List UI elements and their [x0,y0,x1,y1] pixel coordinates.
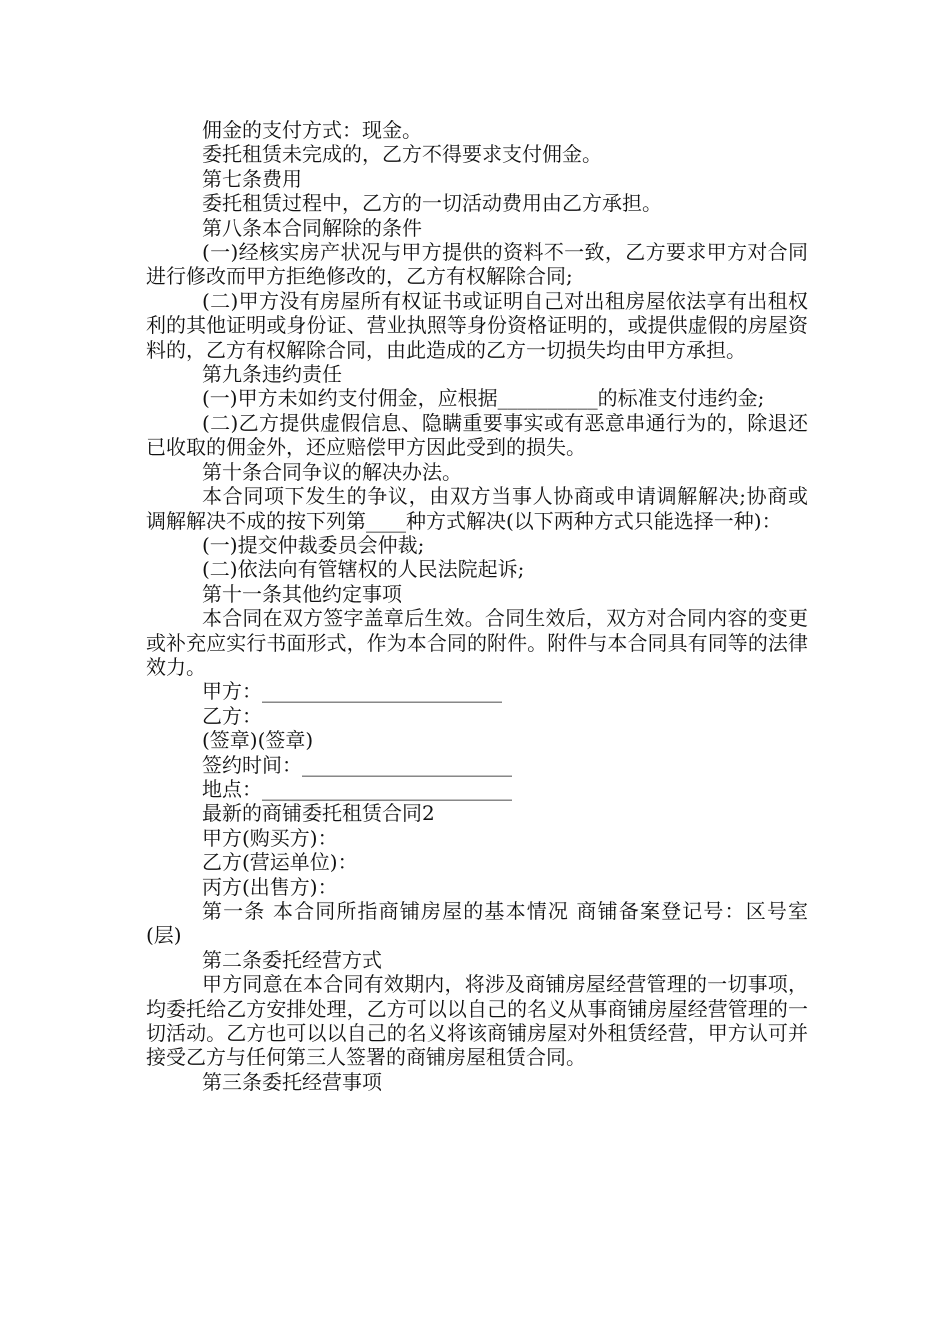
paragraph-article-10-item-2: (二)依法向有管辖权的人民法院起诉; [202,557,525,582]
heading-article-11: 第十一条其他约定事项 [202,581,402,606]
paragraph-article-9-item-2: (二)乙方提供虚假信息、隐瞒重要事实或有恶意串通行为的，除退还已收取的佣金外，还应赔偿甲方因此受到的损失。 [146,410,808,460]
heading-article-7: 第七条费用 [202,166,302,191]
heading-contract-2: 最新的商铺委托租赁合同2 [202,801,435,826]
paragraph-article-9-item-1: (一)甲方未如约支付佣金，应根据__________的标准支付违约金; [202,386,765,411]
heading-article-9: 第九条违约责任 [202,362,342,387]
paragraph-article-10-item-1: (一)提交仲裁委员会仲裁; [202,532,425,557]
heading-article-10: 第十条合同争议的解决办法。 [202,459,462,484]
party-a-buyer: 甲方(购买方)： [202,825,338,850]
paragraph-article-11-body: 本合同在双方签字盖章后生效。合同生效后，双方对合同内容的变更或补充应实行书面形式，作为本合同的附件。附件与本合同具有同等的法律效力。 [146,606,808,679]
heading-contract-2-article-2: 第二条委托经营方式 [202,947,382,972]
signature-date: 签约时间：_____________________ [202,752,512,777]
paragraph-commission-condition: 委托租赁未完成的，乙方不得要求支付佣金。 [202,142,602,167]
paragraph-contract-2-article-2-body: 甲方同意在本合同有效期内，将涉及商铺房屋经营管理的一切事项，均委托给乙方安排处理，乙方可以以自己的名义从事商铺房屋经营管理的一切活动。乙方也可以以自己的名义将该商铺房屋对外租赁经营，甲方认可并接受乙方与任何第三人签署的商铺房屋租赁合同。 [146,972,808,1070]
signature-seals: (签章)(签章) [202,728,314,753]
paragraph-contract-2-article-1: 第一条 本合同所指商铺房屋的基本情况 商铺备案登记号：区号室(层) [146,899,808,948]
signature-party-a: 甲方：________________________ [202,679,502,704]
heading-article-8: 第八条本合同解除的条件 [202,215,422,240]
paragraph-article-8-item-2: (二)甲方没有房屋所有权证书或证明自己对出租房屋依法享有出租权利的其他证明或身份证、营业执照等身份资格证明的，或提供虚假的房屋资料的，乙方有权解除合同，由此造成的乙方一切损失均由甲方承担。 [146,288,808,362]
signature-party-b: 乙方： [202,703,262,728]
party-c-seller: 丙方(出售方)： [202,874,338,899]
party-b-operator: 乙方(营运单位)： [202,850,358,875]
paragraph-article-7-body: 委托租赁过程中，乙方的一切活动费用由乙方承担。 [202,191,662,216]
document-body [146,118,808,1094]
paragraph-article-10-body: 本合同项下发生的争议，由双方当事人协商或申请调解解决;协商或调解解决不成的按下列第____种方式解决(以下两种方式只能选择一种)： [146,484,808,533]
signature-location: 地点：_________________________ [202,776,512,801]
paragraph-article-8-item-1: (一)经核实房产状况与甲方提供的资料不一致，乙方要求甲方对合同进行修改而甲方拒绝修改的，乙方有权解除合同; [146,240,808,289]
heading-contract-2-article-3: 第三条委托经营事项 [202,1069,382,1094]
paragraph-commission-payment: 佣金的支付方式：现金。 [202,118,422,142]
